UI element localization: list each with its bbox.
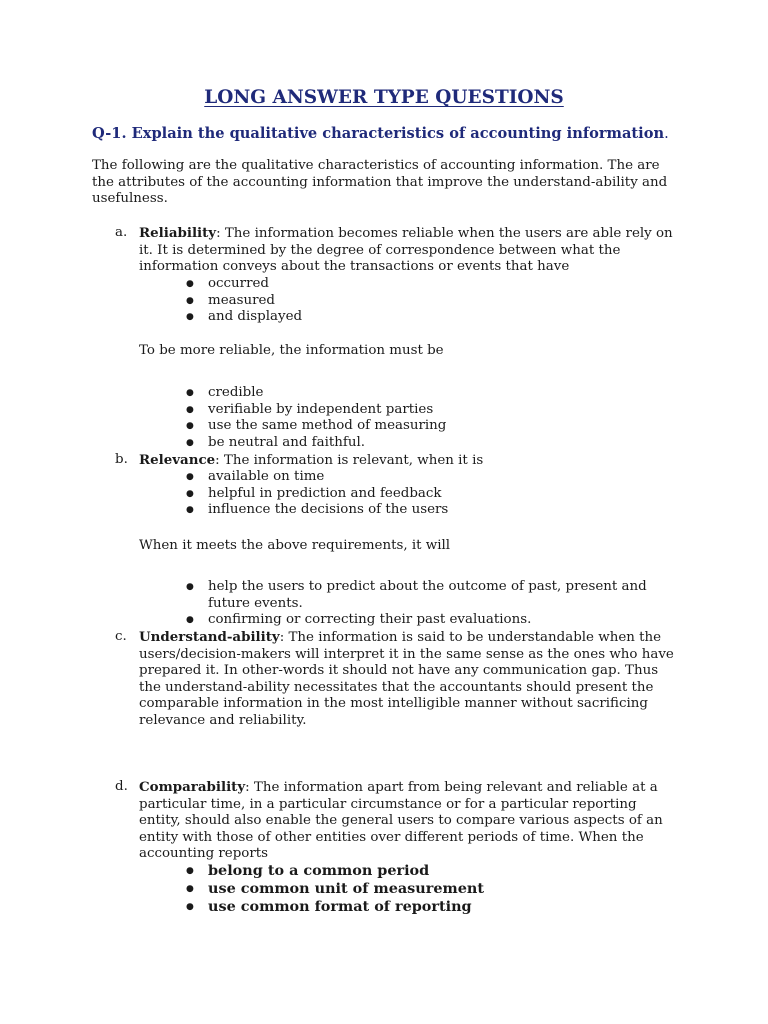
bullet-icon: ● <box>186 582 194 592</box>
list-item <box>186 579 648 612</box>
term-reliability: Reliability <box>139 225 217 241</box>
term-relevance: Relevance <box>139 452 216 468</box>
list-item <box>186 434 678 452</box>
comparability-text: : The information apart from being relevant and reliable at a particular time, in a particular circumstance or for a particular reporting entity, should also enable the general users to compare various aspects of an entity with those of other entities over different periods of time. When the accounting reports <box>139 780 663 862</box>
reliability-text: : The information becomes reliable when the users are able rely on it. It is determined by the degree of correspondence between what the information conveys about the transactions or events that have <box>139 226 673 275</box>
list-item <box>186 862 678 880</box>
bullet-icon: ● <box>186 505 194 516</box>
relevance-text: : The information is relevant, when it is <box>215 453 484 468</box>
bullet-text: help the users to predict about the outcome of past, present and future events. <box>208 579 647 611</box>
relevance-lead: When it meets the above requirements, it will <box>139 538 451 553</box>
bullet-icon: ● <box>186 421 194 432</box>
list-item <box>186 469 678 486</box>
bullet-icon: ● <box>186 437 194 448</box>
reliability-lead: To be more reliable, the information must be <box>139 343 444 358</box>
list-item <box>186 292 678 310</box>
list-item <box>186 418 678 435</box>
bullet-icon: ● <box>186 884 194 894</box>
bullet-text: occurred <box>208 276 269 291</box>
list-item <box>186 309 678 326</box>
bullet-icon: ● <box>186 488 194 499</box>
bullet-text: verifiable by independent parties <box>208 401 434 417</box>
list-item <box>186 898 678 916</box>
list-item <box>186 880 678 898</box>
bullet-icon: ● <box>186 404 194 415</box>
list-item <box>186 401 678 419</box>
item-reliability <box>115 225 679 276</box>
bullet-text: confirming or correcting their past evaluations. <box>208 612 532 628</box>
question-period: . <box>664 125 669 142</box>
bullet-text: helpful in prediction and feedback <box>208 485 442 501</box>
bullet-icon: ● <box>186 279 194 289</box>
list-marker: b. <box>115 452 128 467</box>
bullet-icon: ● <box>186 472 194 482</box>
item-understandability <box>115 629 679 730</box>
term-understandability: Understand-ability <box>139 629 280 645</box>
bullet-text: influence the decisions of the users <box>208 502 449 518</box>
list-marker: a. <box>115 225 128 240</box>
relevance-bullets <box>186 469 678 519</box>
bullet-text: credible <box>208 385 264 400</box>
bullet-icon: ● <box>186 295 194 306</box>
bullet-text: use common format of reporting <box>208 898 472 915</box>
item-comparability <box>115 779 679 863</box>
comparability-bullets <box>186 862 678 916</box>
bullet-text: measured <box>208 292 275 308</box>
list-marker: c. <box>115 629 127 644</box>
term-comparability: Comparability <box>139 779 246 795</box>
list-item <box>186 276 678 293</box>
bullet-text: belong to a common period <box>208 862 430 879</box>
list-item <box>186 485 678 503</box>
bullet-text: use common unit of measurement <box>208 880 484 897</box>
question-text: Q-1. Explain the qualitative characteristics of accounting information <box>92 125 665 142</box>
bullet-icon: ● <box>186 866 194 876</box>
reliability-bullets <box>186 276 678 326</box>
relevance-bullets-2 <box>186 579 648 629</box>
intro-paragraph: The following are the qualitative characteristics of accounting information. The are the attributes of the accounting information that improve the understand-ability and usefulness. <box>92 158 668 207</box>
bullet-text: available on time <box>208 469 325 484</box>
list-marker: d. <box>115 779 128 794</box>
list-item <box>186 502 678 519</box>
bullet-icon: ● <box>186 902 194 912</box>
bullet-text: and displayed <box>208 309 303 325</box>
bullet-text: use the same method of measuring <box>208 418 447 434</box>
question-heading <box>92 124 732 144</box>
list-item <box>186 385 678 402</box>
bullet-icon: ● <box>186 312 194 323</box>
reliability-bullets-2 <box>186 385 678 451</box>
bullet-icon: ● <box>186 615 194 626</box>
bullet-icon: ● <box>186 388 194 398</box>
understandability-text: : The information is said to be understandable when the users/decision-makers will interpret it in the same sense as the ones who have prepared it. In other-words it should not have any communication gap. Thus the understand-ability necessitates that the accountants should present the comparable information in the most intelligible manner without sacrificing relevance and reliability. <box>139 630 674 728</box>
list-item <box>186 612 648 629</box>
bullet-text: be neutral and faithful. <box>208 434 366 450</box>
item-relevance <box>115 452 679 470</box>
page-title: LONG ANSWER TYPE QUESTIONS <box>204 87 564 108</box>
